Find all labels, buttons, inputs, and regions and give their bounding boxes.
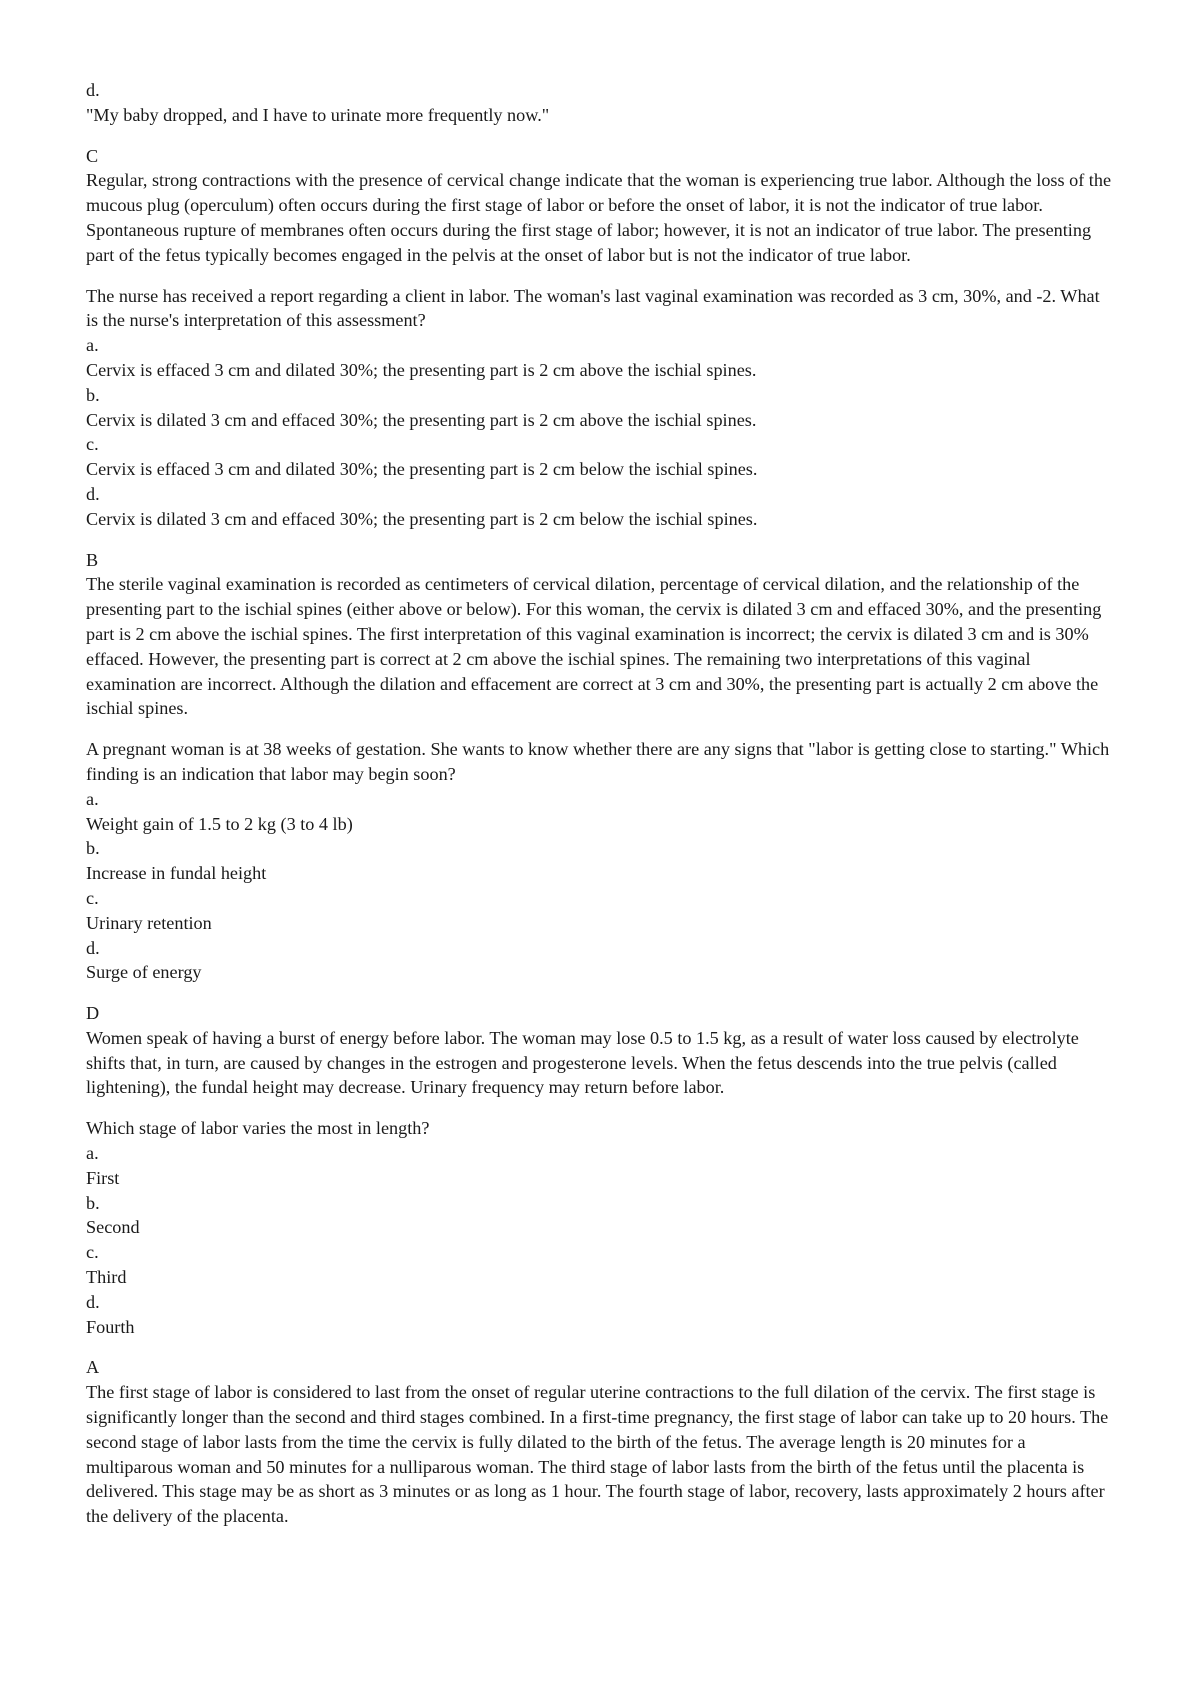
option-letter: b. <box>86 838 100 859</box>
option-letter: d. <box>86 937 100 958</box>
option-text: Cervix is effaced 3 cm and dilated 30%; the presenting part is 2 cm below the ischial spines. <box>86 459 758 480</box>
option-letter: c. <box>86 887 99 908</box>
option-text: First <box>86 1167 120 1188</box>
option-text: Third <box>86 1267 127 1288</box>
rationale-text: Women speak of having a burst of energy before labor. The woman may lose 0.5 to 1.5 kg, as a result of water loss caused by electrolyte shifts that, in turn, are caused by changes in the estrogen and progesterone levels. When the fetus descends into the true pelvis (called lightening), the fundal height may decrease. Urinary frequency may return before labor. <box>86 1027 1079 1098</box>
option-text: "My baby dropped, and I have to urinate more frequently now." <box>86 104 550 125</box>
option-letter: a. <box>86 1143 99 1164</box>
option-text: Surge of energy <box>86 962 202 983</box>
rationale-text: Regular, strong contractions with the presence of cervical change indicate that the woman is experiencing true labor. Although the loss of the mucous plug (operculum) often occurs during the first stage of labor or before the onset of labor, it is not the indicator of true labor. Spontaneous rupture of membranes often occurs during the first stage of labor; however, it is not an indicator of true labor. The presenting part of the fetus typically becomes engaged in the pelvis at the onset of labor but is not the indicator of true labor. <box>86 170 1112 265</box>
option-text: Cervix is dilated 3 cm and effaced 30%; the presenting part is 2 cm below the ischial spines. <box>86 508 758 529</box>
answer-letter: A <box>86 1357 100 1378</box>
option-block-fragment <box>86 78 1116 128</box>
option-text: Fourth <box>86 1316 135 1337</box>
answer-block-4 <box>86 1355 1116 1529</box>
option-letter: d. <box>86 80 100 100</box>
question-block-4 <box>86 1116 1116 1339</box>
option-text: Second <box>86 1217 140 1238</box>
option-text: Urinary retention <box>86 912 212 933</box>
question-stem: Which stage of labor varies the most in length? <box>86 1118 430 1139</box>
answer-letter: D <box>86 1003 100 1024</box>
option-letter: b. <box>86 384 100 405</box>
question-stem: A pregnant woman is at 38 weeks of gestation. She wants to know whether there are any signs that "labor is getting close to starting." Which finding is an indication that labor may begin soon? <box>86 739 1110 784</box>
option-text: Increase in fundal height <box>86 863 267 884</box>
option-letter: a. <box>86 788 99 809</box>
answer-block-2 <box>86 548 1116 722</box>
option-text: Cervix is dilated 3 cm and effaced 30%; the presenting part is 2 cm above the ischial spines. <box>86 409 757 430</box>
option-letter: d. <box>86 483 100 504</box>
rationale-text: The first stage of labor is considered to last from the onset of regular uterine contractions to the full dilation of the cervix. The first stage is significantly longer than the second and third stages combined. In a first-time pregnancy, the first stage of labor can take up to 20 hours. The second stage of labor lasts from the time the cervix is fully dilated to the birth of the fetus. The average length is 20 minutes for a multiparous woman and 50 minutes for a nulliparous woman. The third stage of labor lasts from the birth of the fetus until the placenta is delivered. This stage may be as short as 3 minutes or as long as 1 hour. The fourth stage of labor, recovery, lasts approximately 2 hours after the delivery of the placenta. <box>86 1382 1109 1527</box>
document-page <box>86 78 1116 1529</box>
answer-block-3 <box>86 1001 1116 1100</box>
answer-block-1 <box>86 144 1116 268</box>
question-block-3 <box>86 737 1116 985</box>
rationale-text: The sterile vaginal examination is recorded as centimeters of cervical dilation, percentage of cervical dilation, and the relationship of the presenting part to the ischial spines (either above or below). For this woman, the cervix is dilated 3 cm and effaced 30%, and the presenting part is 2 cm above the ischial spines. The first interpretation of this vaginal examination is incorrect; the cervix is dilated 3 cm and is 30% effaced. However, the presenting part is correct at 2 cm above the ischial spines. The remaining two interpretations of this vaginal examination are incorrect. Although the dilation and effacement are correct at 3 cm and 30%, the presenting part is actually 2 cm above the ischial spines. <box>86 574 1102 719</box>
answer-letter: C <box>86 145 99 166</box>
answer-letter: B <box>86 549 99 570</box>
option-letter: c. <box>86 434 99 455</box>
option-letter: b. <box>86 1192 100 1213</box>
question-stem: The nurse has received a report regarding a client in labor. The woman's last vaginal examination was recorded as 3 cm, 30%, and -2. What is the nurse's interpretation of this assessment? <box>86 285 1100 331</box>
option-letter: c. <box>86 1242 99 1263</box>
option-letter: a. <box>86 335 99 356</box>
option-text: Cervix is effaced 3 cm and dilated 30%; the presenting part is 2 cm above the ischial spines. <box>86 359 757 380</box>
option-letter: d. <box>86 1291 100 1312</box>
option-text: Weight gain of 1.5 to 2 kg (3 to 4 lb) <box>86 813 353 834</box>
question-block-2 <box>86 284 1116 532</box>
